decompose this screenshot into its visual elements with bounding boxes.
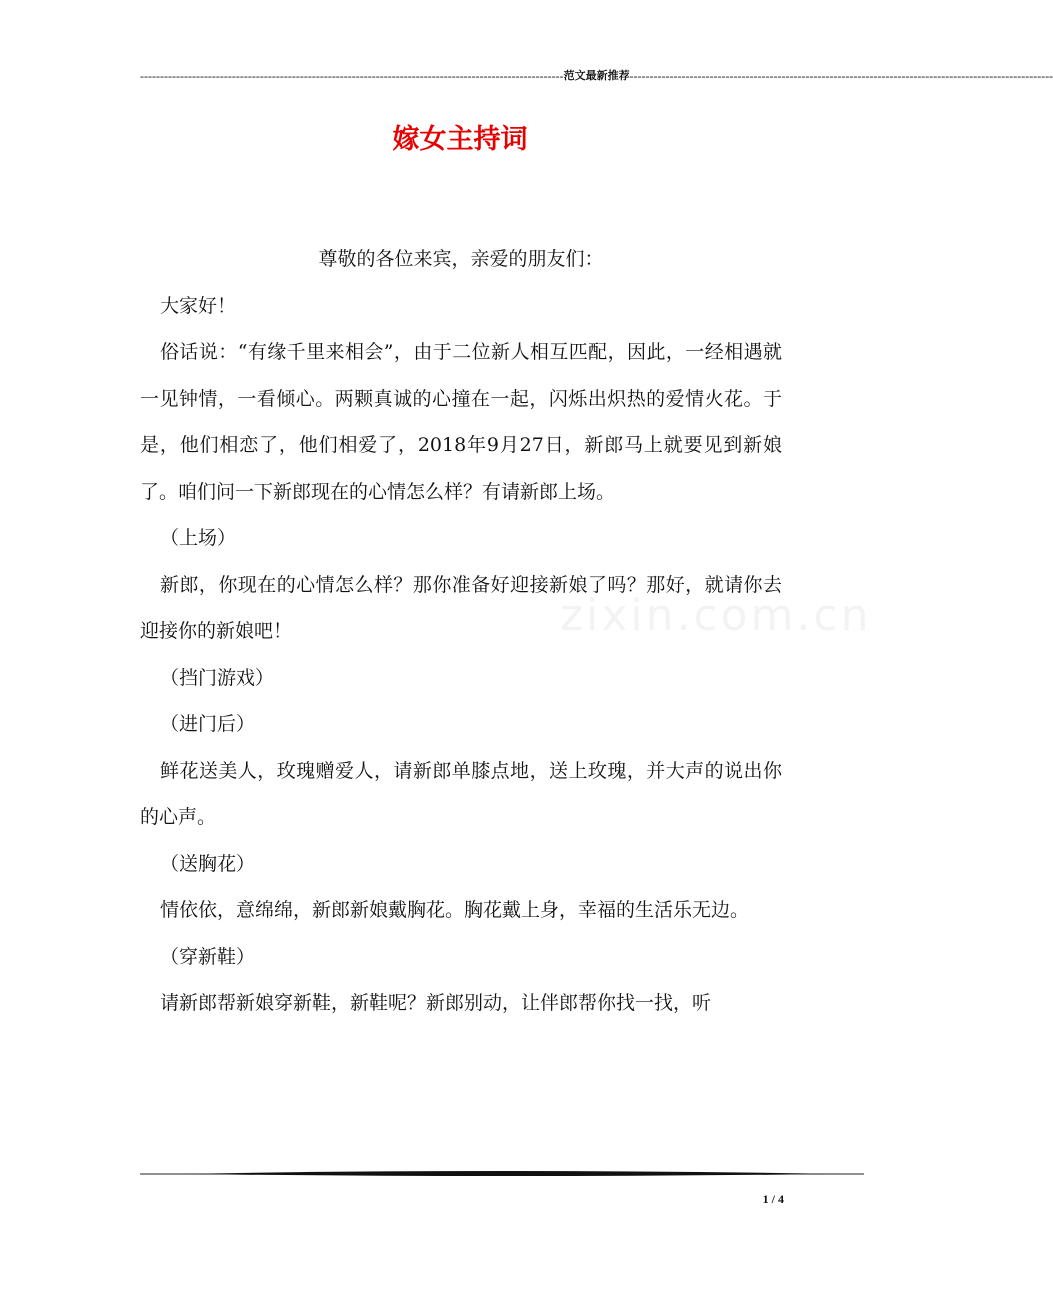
document-body <box>140 236 782 1027</box>
paragraph-groom-question: 新郎，你现在的心情怎么样？那你准备好迎接新娘了吗？那好，就请你去迎接你的新娘吧！ <box>140 573 782 642</box>
page-number: 1 / 4 <box>762 1192 784 1206</box>
salutation: 尊敬的各位来宾，亲爱的朋友们： <box>318 248 604 270</box>
paragraph-corsage: 情依依，意绵绵，新郎新娘戴胸花。胸花戴上身，幸福的生活乐无边。 <box>160 899 750 921</box>
paragraph-greeting: 大家好！ <box>160 294 237 317</box>
header-dashes-left: ---------------------------------------------------------------------------------------------------------- <box>140 69 564 83</box>
paragraph-roses: 鲜花送美人，玫瑰赠爱人，请新郎单膝点地，送上玫瑰，并大声的说出你的心声。 <box>140 759 782 828</box>
paragraph-stage-direction: （送胸花） <box>160 852 256 875</box>
watermark: zixin.com.cn <box>560 590 872 641</box>
paragraph-stage-direction: （穿新鞋） <box>160 945 256 968</box>
paragraph-stage-direction: （进门后） <box>160 713 256 735</box>
footer-rule <box>140 1166 864 1180</box>
paragraph-stage-direction: （上场） <box>160 527 237 549</box>
paragraph-shoes: 请新郎帮新娘穿新鞋，新鞋呢？新郎别动，让伴郎帮你找一找，听 <box>160 992 712 1014</box>
header-line <box>140 68 1053 84</box>
paragraph-stage-direction: （挡门游戏） <box>160 666 275 689</box>
paragraph-intro: 俗话说：“有缘千里来相会”，由于二位新人相互匹配，因此，一经相遇就一见钟情，一看倾心。两颗真诚的心撞在一起，闪烁出炽热的爱情火花。于是，他们相恋了，他们相爱了，2018年9月27日，新郎马上就要见到新娘了。咱们问一下新郎现在的心情怎么样？有请新郎上场。 <box>140 341 782 503</box>
header-label: 范文最新推荐 <box>563 69 630 82</box>
document-title: 嫁女主持词 <box>392 124 528 155</box>
header-dashes-right: ---------------------------------------------------------------------------------------------------------- <box>629 69 1053 83</box>
